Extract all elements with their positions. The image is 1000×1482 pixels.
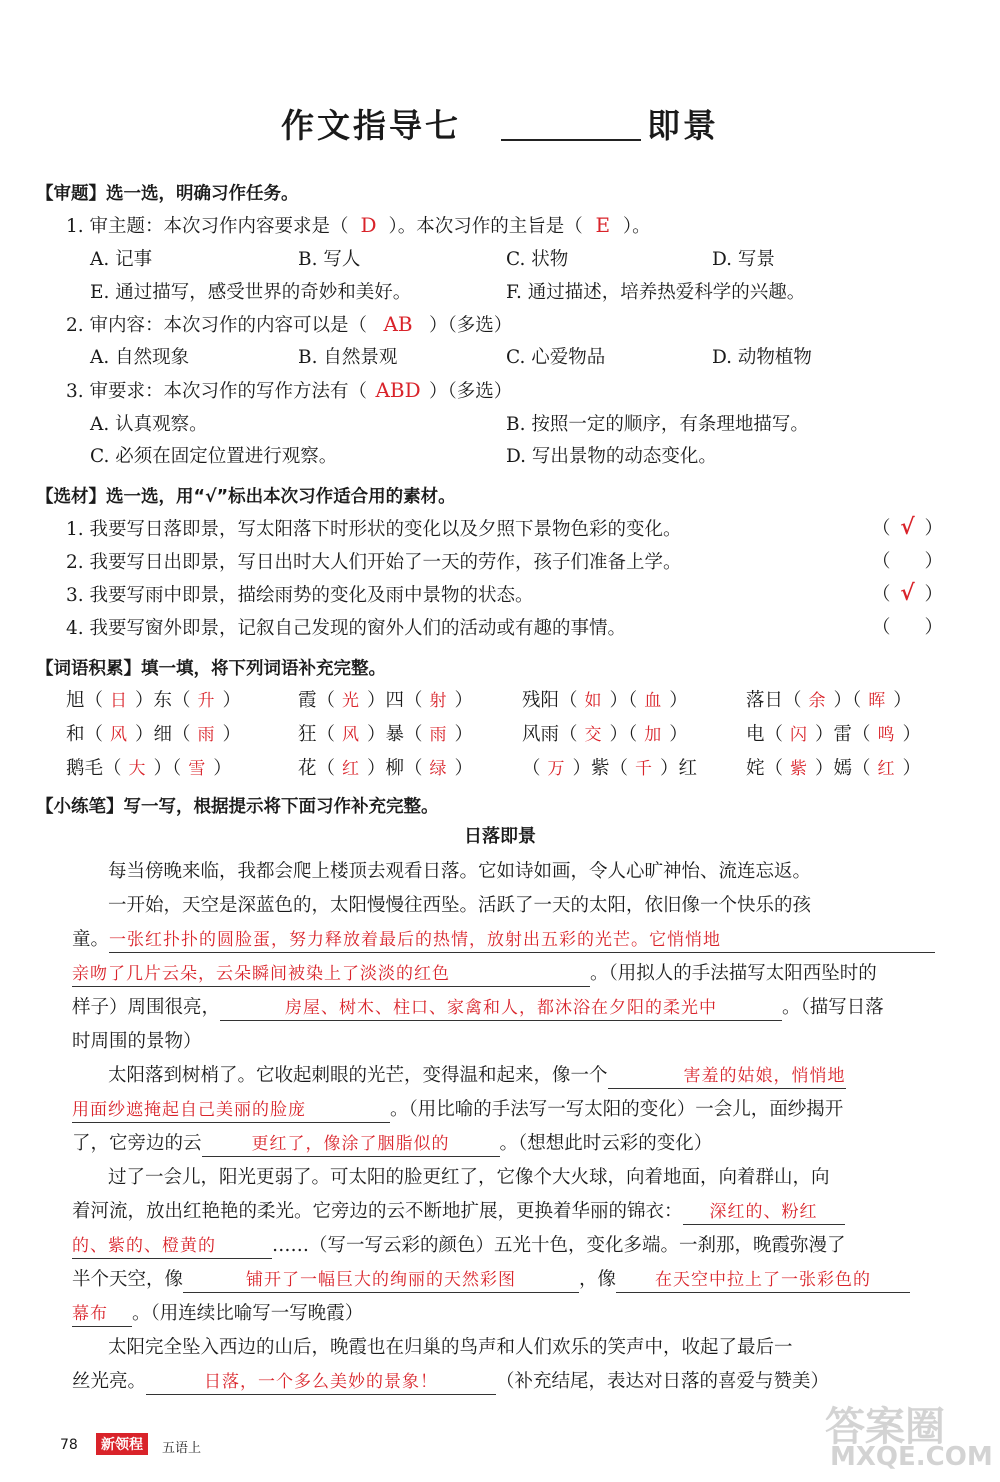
essay-text: （补充结尾，表达对日落的喜爱与赞美） [496,1371,830,1392]
q2-answer: AB [383,312,413,336]
idiom-text: ）细（ [135,724,191,745]
q2-prompt: 2. 审内容：本次习作的内容可以是（ [66,315,368,336]
title-right: 即景 [647,106,719,145]
idiom-text: ）红 [660,758,698,779]
idiom-answer: 加 [644,725,663,745]
idiom-answer: 日 [110,691,129,711]
handwritten-answer: 用面纱遮掩起自己美丽的脸庞 [72,1100,306,1120]
material-check-3: （ √ ） [872,580,944,606]
idiom-text: ）暴（ [367,724,423,745]
page-title [0,100,1000,147]
q2-option-a: A. 自然现象 [90,347,190,368]
idiom-text: ） [454,724,474,745]
q1-line [66,212,651,238]
essay-line-9 [72,1129,712,1157]
essay-line-7 [108,1061,846,1089]
idiom-cell [522,686,688,712]
idiom-answer: 紫 [790,759,809,779]
essay-line-3 [72,925,935,953]
section-shenti-heading: 【审题】选一选，明确习作任务。 [36,184,299,204]
idiom-answer: 风 [110,725,129,745]
idiom-text: ） [454,758,474,779]
q3-line [66,377,512,403]
idiom-text: ） [669,724,688,745]
idiom-text: ）（ [609,724,638,745]
idiom-text: ）东（ [135,690,191,711]
q2-option-d: D. 动物植物 [712,347,812,368]
idiom-text: ） [902,758,922,779]
idiom-text: 姹（ [746,758,784,779]
handwritten-answer: 房屋、树木、柱口、家禽和人，都沐浴在夕阳的柔光中 [285,998,718,1018]
handwritten-answer: 一张红扑扑的圆脸蛋，努力释放着最后的热情，放射出五彩的光芒。它悄悄地 [109,930,722,950]
essay-text: 样子）周围很亮， [72,997,221,1018]
handwritten-answer: 害羞的姑娘，悄悄地 [683,1066,846,1086]
idiom-text: ）（ [153,758,182,779]
essay-text: 。（用比喻的手法写一写太阳的变化）一会儿，面纱揭开 [390,1099,844,1120]
watermark-url: MXQE.COM [830,1442,993,1472]
material-item-3: 3. 我要写雨中即景，描绘雨势的变化及雨中景物的状态。 [66,585,534,606]
idiom-answer: 鸣 [877,725,896,745]
essay-line-2: 一开始，天空是深蓝色的，太阳慢慢往西坠。活跃了一天的太阳，依旧像一个快乐的孩 [108,895,812,916]
idiom-cell [522,720,688,746]
idiom-answer: 红 [877,759,896,779]
idiom-answer: 血 [644,691,663,711]
idiom-answer: 晖 [868,691,887,711]
idiom-text: ）雷（ [815,724,871,745]
idiom-answer: 雨 [197,725,216,745]
idiom-cell [746,720,921,746]
idiom-text: ）（ [833,690,862,711]
q1-post: ）。 [622,216,651,237]
idiom-cell [66,720,241,746]
title-blank [501,109,641,141]
material-check-1: （ √ ） [872,514,944,540]
idiom-answer: 雪 [188,759,207,779]
q1-option-c: C. 状物 [506,249,569,270]
q3-option-d: D. 写出景物的动态变化。 [506,446,717,467]
page-number: 78 [60,1437,78,1453]
essay-line-8 [72,1095,843,1123]
q3-post: ）（多选） [429,381,513,402]
idiom-text: ） [222,690,242,711]
q3-option-b: B. 按照一定的顺序，有条理地描写。 [506,414,809,435]
idiom-text: 狂（ [298,724,336,745]
section-lianbi-heading: 【小练笔】写一写，根据提示将下面习作补充完整。 [36,797,439,817]
idiom-text: 霞（ [298,690,336,711]
essay-text: ，像 [579,1269,617,1290]
essay-line-11 [72,1197,845,1225]
idiom-text: 落日（ [746,690,802,711]
q1-mid: ）。本次习作的主旨是（ [388,216,583,237]
essay-text: 半个天空，像 [72,1269,184,1290]
handwritten-answer: 的、紫的、橙黄的 [72,1236,216,1256]
idiom-answer: 大 [128,759,147,779]
idiom-cell [746,686,912,712]
idiom-text: 电（ [746,724,784,745]
idiom-text: ）柳（ [367,758,423,779]
idiom-text: 和（ [66,724,104,745]
handwritten-answer: 亲吻了几片云朵，云朵瞬间被染上了淡淡的红色 [72,964,450,984]
essay-text: ……（写一写云彩的颜色）五光十色，变化多端。一刹那，晚霞弥漫了 [272,1235,846,1256]
q3-prompt: 3. 审要求：本次习作的写作方法有（ [66,381,368,402]
idiom-answer: 雨 [429,725,448,745]
brand-logo: 新领程 [96,1433,148,1455]
essay-title: 日落即景 [464,826,536,847]
essay-line-10: 过了一会儿，阳光更弱了。可太阳的脸更红了，它像个大火球，向着地面，向着群山，向 [108,1167,830,1188]
idiom-answer: 万 [547,759,566,779]
idiom-text: ） [669,690,688,711]
idiom-text: 残阳（ [522,690,578,711]
check-mark-icon: √ [900,580,915,606]
idiom-cell [522,754,697,780]
idiom-text: 旭（ [66,690,104,711]
q2-option-b: B. 自然景观 [298,347,398,368]
idiom-cell [298,686,473,712]
handwritten-answer: 更红了，像涂了胭脂似的 [251,1134,450,1154]
q2-line [66,311,512,337]
material-check-4: （ ） [872,617,944,638]
idiom-answer: 射 [429,691,448,711]
q2-option-c: C. 心爱物品 [506,347,606,368]
essay-line-1: 每当傍晚来临，我都会爬上楼顶去观看日落。它如诗如画，令人心旷神怡、流连忘返。 [108,861,812,882]
idiom-text: ） [222,724,242,745]
q1-prompt: 1. 审主题：本次习作内容要求是（ [66,216,349,237]
idiom-cell [746,754,921,780]
idiom-text: （ [522,758,541,779]
essay-text: 着河流，放出红艳艳的柔光。它旁边的云不断地扩展，更换着华丽的锦衣： [72,1201,683,1222]
idiom-text: ）（ [609,690,638,711]
idiom-answer: 如 [584,691,603,711]
essay-text: 丝光亮。 [72,1371,147,1392]
idiom-answer: 余 [808,691,827,711]
section-xuancai-heading: 【选材】选一选，用“√”标出本次习作适合用的素材。 [36,487,456,507]
idiom-answer: 千 [635,759,654,779]
q1-option-a: A. 记事 [90,249,153,270]
subject-label: 五语上 [162,1441,202,1456]
essay-text: 。（用连续比喻写一写晚霞） [132,1303,364,1324]
idiom-answer: 光 [342,691,361,711]
handwritten-answer: 日落，一个多么美妙的景象！ [204,1372,439,1392]
idiom-text: ） [454,690,474,711]
essay-line-12 [72,1231,846,1259]
essay-text: 。（用拟人的手法描写太阳西坠时的 [590,963,877,984]
idiom-text: ） [902,724,922,745]
idiom-answer: 交 [584,725,603,745]
idiom-text: ）四（ [367,690,423,711]
handwritten-answer: 深红的、粉红 [709,1202,818,1222]
essay-text: 了，它旁边的云 [72,1133,202,1154]
essay-line-5 [72,993,884,1021]
q1-option-e: E. 通过描写，感受世界的奇妙和美好。 [90,282,412,303]
idiom-answer: 风 [342,725,361,745]
q3-option-c: C. 必须在固定位置进行观察。 [90,446,338,467]
q3-answer: ABD [375,378,421,402]
essay-line-15: 太阳完全坠入西边的山后，晚霞也在归巢的鸟声和人们欢乐的笑声中，收起了最后一 [108,1337,793,1358]
essay-line-6: 时周围的景物） [72,1031,202,1052]
handwritten-answer: 在天空中拉上了一张彩色的 [655,1270,872,1290]
idiom-text: 鹅毛（ [66,758,122,779]
idiom-answer: 红 [342,759,361,779]
handwritten-answer: 铺开了一幅巨大的绚丽的天然彩图 [246,1270,517,1290]
idiom-answer: 升 [197,691,216,711]
idiom-answer: 闪 [790,725,809,745]
essay-line-14 [72,1299,363,1327]
idiom-cell [66,686,241,712]
material-item-2: 2. 我要写日出即景，写日出时大人们开始了一天的劳作，孩子们准备上学。 [66,552,682,573]
idiom-text: ）嫣（ [815,758,871,779]
material-item-1: 1. 我要写日落即景，写太阳落下时形状的变化以及夕照下景物色彩的变化。 [66,519,682,540]
essay-line-13 [72,1265,910,1293]
handwritten-answer: 幕布 [72,1304,108,1324]
q1-option-f: F. 通过描述，培养热爱科学的兴趣。 [506,282,806,303]
q1-answer-1: D [360,213,377,237]
q3-option-a: A. 认真观察。 [90,414,208,435]
idiom-text: 花（ [298,758,336,779]
essay-line-4 [72,959,877,987]
q1-answer-2: E [595,213,611,237]
idiom-text: ）紫（ [572,758,629,779]
material-item-4: 4. 我要写窗外即景，记叙自己发现的窗外人们的活动或有趣的事情。 [66,618,627,639]
check-mark-icon: √ [900,514,915,540]
q1-option-b: B. 写人 [298,249,361,270]
essay-text: 。（描写日落 [782,997,884,1018]
title-left: 作文指导七 [281,106,461,145]
essay-line-16 [72,1367,829,1395]
idiom-cell [298,754,473,780]
watermark-logo: 答案圈 [825,1404,945,1450]
q2-post: ）（多选） [429,315,513,336]
idiom-text: ） [213,758,232,779]
idiom-answer: 绿 [429,759,448,779]
material-check-2: （ ） [872,551,944,572]
essay-text: 童。 [72,929,110,950]
idiom-cell [298,720,473,746]
section-ciyu-heading: 【词语积累】填一填，将下列词语补充完整。 [36,659,386,679]
q1-option-d: D. 写景 [712,249,775,270]
idiom-text: ） [893,690,912,711]
idiom-text: 风雨（ [522,724,578,745]
essay-text: 。（想想此时云彩的变化） [499,1133,713,1154]
essay-text: 太阳落到树梢了。它收起刺眼的光芒，变得温和起来，像一个 [108,1065,608,1086]
idiom-cell [66,754,232,780]
